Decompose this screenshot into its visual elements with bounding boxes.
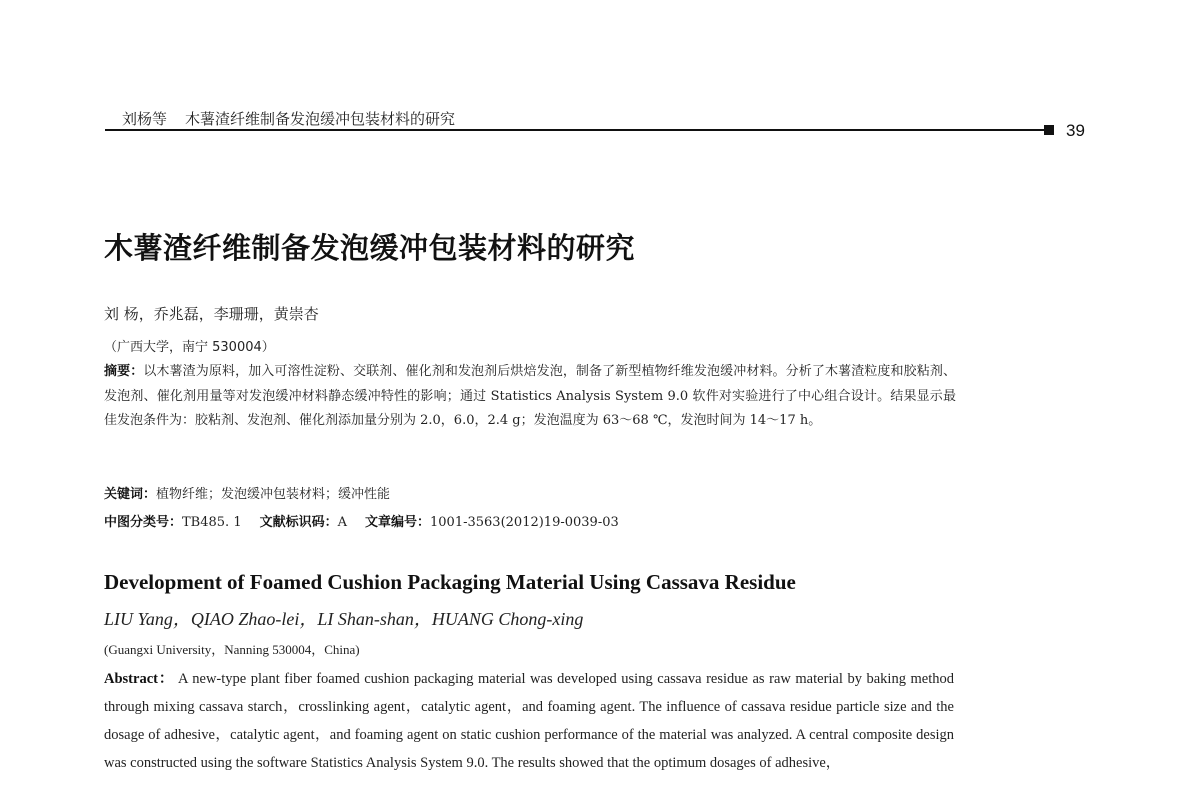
header-rule bbox=[105, 129, 1045, 131]
doc-code-value: A bbox=[337, 515, 347, 530]
chinese-abstract-label: 摘要： bbox=[104, 364, 144, 379]
doc-code-label: 文献标识码： bbox=[259, 515, 338, 530]
article-no-label: 文章编号： bbox=[365, 515, 431, 530]
english-authors: LIU Yang，QIAO Zhao-lei，LI Shan-shan，HUANG Chong-xing bbox=[104, 609, 584, 629]
chinese-abstract bbox=[104, 360, 956, 434]
english-abstract-text: A new-type plant fiber foamed cushion packaging material was developed using cassava residue as raw material by baking method through mixing cassava starch，crosslinking agent，catalytic agent，and foaming agent. The influence of cassava residue particle size and the dosage of adhesive，catalytic agent，and foaming agent on static cushion performance of the material was analyzed. A central composite design was constructed using the software Statistics Analysis System 9.0. The results showed that the optimum dosages of adhesive， bbox=[104, 671, 954, 771]
page-number: 39 bbox=[1066, 121, 1085, 140]
keywords-value: 植物纤维；发泡缓冲包装材料；缓冲性能 bbox=[156, 487, 391, 502]
english-title: Development of Foamed Cushion Packaging Material Using Cassava Residue bbox=[104, 570, 796, 594]
header-square-marker bbox=[1044, 125, 1054, 135]
clc-value: TB485. 1 bbox=[182, 515, 242, 530]
chinese-keywords bbox=[104, 483, 390, 502]
english-affiliation: (Guangxi University，Nanning 530004，China) bbox=[104, 642, 360, 657]
chinese-title: 木薯渣纤维制备发泡缓冲包装材料的研究 bbox=[104, 231, 636, 265]
clc-label: 中图分类号： bbox=[104, 515, 183, 530]
keywords-label: 关键词： bbox=[104, 487, 157, 502]
running-header-authors: 刘杨等 bbox=[122, 110, 168, 128]
running-header-title: 木薯渣纤维制备发泡缓冲包装材料的研究 bbox=[185, 110, 456, 128]
classification-line bbox=[104, 511, 619, 530]
english-abstract bbox=[104, 665, 954, 777]
chinese-affiliation: （广西大学，南宁 530004） bbox=[104, 340, 275, 355]
running-header bbox=[122, 108, 455, 129]
chinese-abstract-text: 以木薯渣为原料，加入可溶性淀粉、交联剂、催化剂和发泡剂后烘焙发泡，制备了新型植物纤维发泡缓冲材料。分析了木薯渣粒度和胶粘剂、发泡剂、催化剂用量等对发泡缓冲材料静态缓冲特性的影响；通过 Statistics Analysis System 9.0 软件对实验进行了中心组合设计。结果显示最佳发泡条件为：胶粘剂、发泡剂、催化剂添加量分别为 2.0，6.0，2.4 g；发泡温度为 63～68 ℃，发泡时间为 14～17 h。 bbox=[104, 364, 956, 428]
article-no-value: 1001-3563(2012)19-0039-03 bbox=[430, 515, 619, 530]
chinese-authors: 刘 杨，乔兆磊，李珊珊，黄崇杏 bbox=[104, 305, 319, 323]
english-abstract-label: Abstract： bbox=[104, 671, 175, 687]
